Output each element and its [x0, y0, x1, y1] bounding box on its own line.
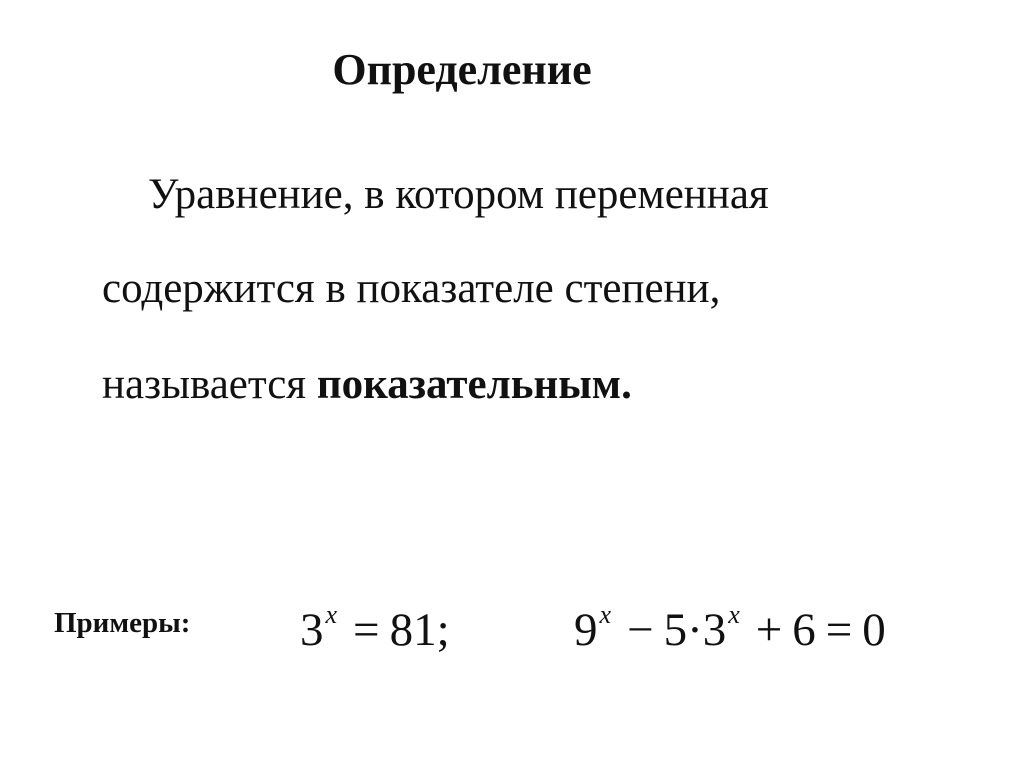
examples-label: Примеры:	[54, 607, 191, 639]
formula-2-plus: +	[755, 604, 783, 656]
definition-line-3	[102, 360, 982, 410]
formula-2-dot: ·	[687, 604, 703, 656]
formula-2-minus: −	[627, 604, 654, 656]
formula-2-constant: 6	[792, 604, 816, 656]
formula-2-equals: =	[825, 604, 853, 656]
formula-1-exponent: x	[325, 600, 338, 629]
formula-1-equals: =	[353, 604, 380, 656]
example-formula-1	[300, 600, 450, 667]
slide-title: Определение	[332, 45, 592, 94]
definition-term: показательным.	[316, 361, 632, 408]
formula-2-base-2: 3	[702, 604, 727, 656]
formula-2-rhs: 0	[862, 604, 886, 656]
formula-1-base: 3	[300, 604, 324, 656]
formula-2-coefficient: 5	[663, 604, 688, 656]
formula-2-base-1: 9	[574, 604, 598, 656]
formula-1-rhs: 81;	[389, 604, 450, 656]
formula-2-exponent-1: x	[599, 600, 612, 629]
formula-2-exponent-2: x	[728, 600, 740, 629]
example-formula-2	[574, 600, 886, 667]
definition-line-1: Уравнение, в котором переменная	[148, 171, 769, 218]
definition-line-2: содержится в показателе степени,	[102, 265, 721, 312]
definition-line-3-text: называется	[102, 361, 317, 408]
